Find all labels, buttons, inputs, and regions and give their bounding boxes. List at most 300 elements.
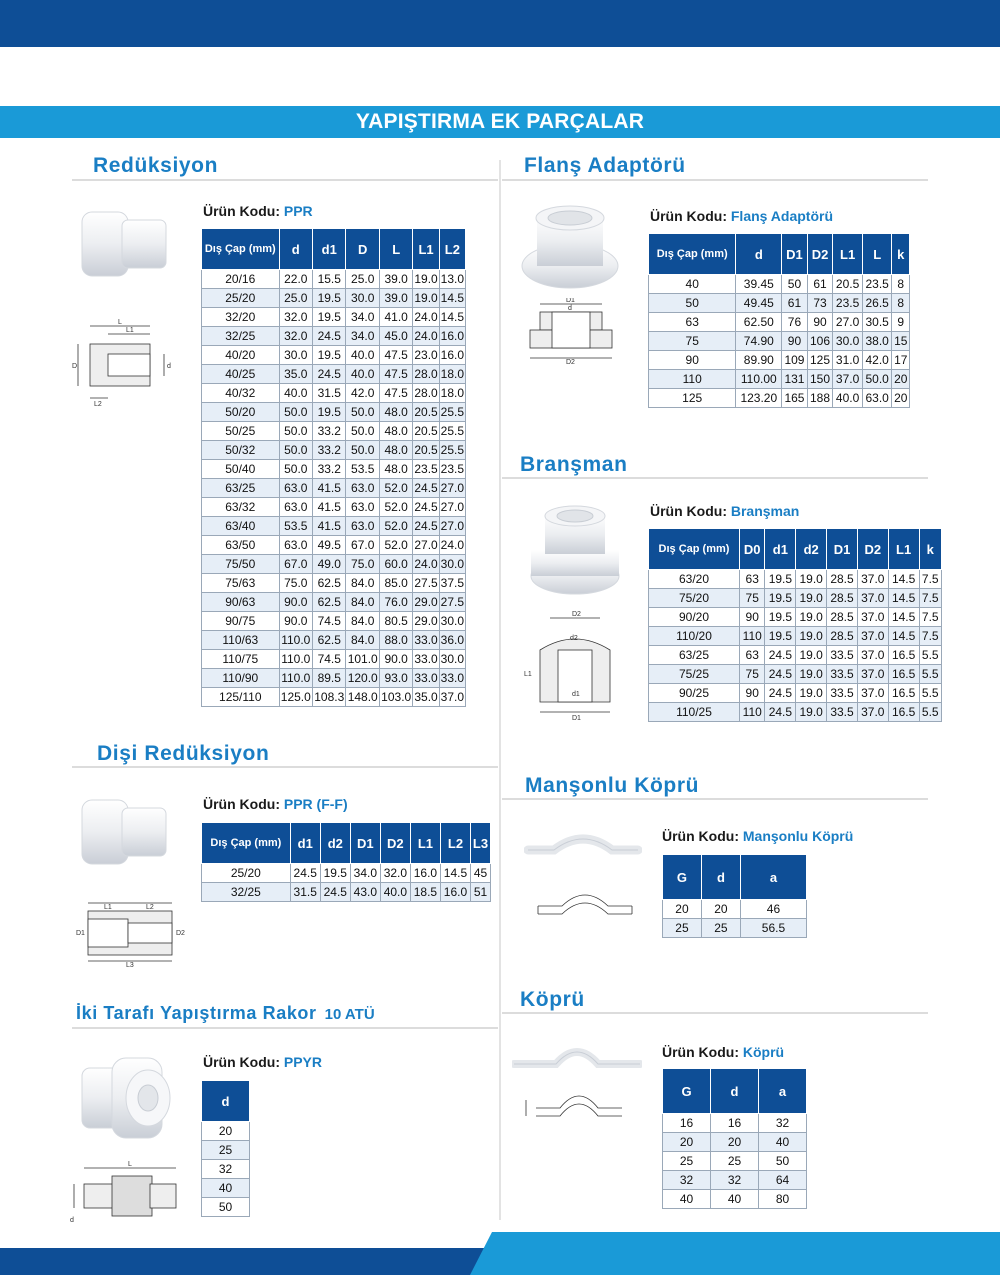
table-cell: 90.0 — [379, 650, 412, 669]
table-cell: 30.0 — [439, 612, 465, 631]
table-cell: 48.0 — [379, 441, 412, 460]
column-header: d — [701, 855, 740, 900]
svg-text:D2: D2 — [566, 359, 575, 366]
table-cell: 84.0 — [346, 612, 379, 631]
table-row — [649, 313, 910, 332]
table-cell: 19.5 — [313, 308, 346, 327]
table-row — [663, 919, 807, 938]
table-cell: 14.5 — [888, 570, 919, 589]
table-cell: 45.0 — [379, 327, 412, 346]
table-row — [202, 1141, 250, 1160]
table-cell: 37.0 — [857, 608, 888, 627]
table-cell: 125.0 — [279, 688, 312, 707]
column-header: L2 — [440, 823, 470, 864]
section-rule — [72, 179, 498, 181]
table-cell: 28.5 — [827, 589, 858, 608]
table-cell: 125 — [807, 351, 833, 370]
table-cell: 15 — [892, 332, 910, 351]
table-cell: 125 — [649, 389, 736, 408]
table-row — [202, 1160, 250, 1179]
table-cell: 50.0 — [346, 403, 379, 422]
table-cell: 31.0 — [833, 351, 863, 370]
table-cell: 67.0 — [346, 536, 379, 555]
table-cell: 33.5 — [827, 703, 858, 722]
top-header-bar — [0, 0, 1000, 47]
table-cell: 110/63 — [202, 631, 280, 650]
table-row — [649, 646, 942, 665]
table-row — [202, 1179, 250, 1198]
table-row — [202, 365, 466, 384]
table-cell: 23.5 — [833, 294, 863, 313]
table-cell: 7.5 — [919, 570, 941, 589]
table-cell: 52.0 — [379, 498, 412, 517]
table-cell: 30.0 — [439, 650, 465, 669]
table-cell: 19.5 — [765, 627, 796, 646]
table-cell: 76 — [782, 313, 808, 332]
table-cell: 33.5 — [827, 665, 858, 684]
table-row — [202, 479, 466, 498]
table-cell: 110.0 — [279, 650, 312, 669]
table-cell: 24.0 — [413, 308, 439, 327]
table-cell: 120.0 — [346, 669, 379, 688]
svg-text:D: D — [72, 363, 78, 370]
table-row — [202, 346, 466, 365]
table-cell: 148.0 — [346, 688, 379, 707]
table-cell: 32.0 — [380, 864, 410, 883]
table-cell: 24.5 — [765, 665, 796, 684]
table-cell: 18.0 — [439, 365, 465, 384]
table-row — [202, 289, 466, 308]
table-cell: 16.0 — [439, 327, 465, 346]
table-cell: 41.5 — [313, 517, 346, 536]
table-cell: 63/25 — [649, 646, 740, 665]
table-cell: 51 — [470, 883, 490, 902]
table-cell: 27.5 — [439, 593, 465, 612]
table-cell: 53.5 — [279, 517, 312, 536]
table-row — [202, 1122, 250, 1141]
table-cell: 30.0 — [279, 346, 312, 365]
table-cell: 80.5 — [379, 612, 412, 631]
flans-product-code: Ürün Kodu: Flanş Adaptörü — [650, 208, 834, 224]
table-cell: 90 — [739, 608, 764, 627]
table-cell: 24.0 — [413, 327, 439, 346]
table-cell: 90/20 — [649, 608, 740, 627]
table-cell: 16.5 — [888, 703, 919, 722]
table-cell: 16.0 — [439, 346, 465, 365]
svg-text:L3: L3 — [126, 962, 134, 967]
table-cell: 19.0 — [413, 270, 439, 289]
table-cell: 63.0 — [279, 479, 312, 498]
table-row — [202, 441, 466, 460]
table-row — [649, 294, 910, 313]
table-cell: 64 — [759, 1171, 807, 1190]
svg-text:D1: D1 — [572, 715, 581, 720]
column-header: a — [740, 855, 806, 900]
table-cell: 24.5 — [313, 365, 346, 384]
table-cell: 103.0 — [379, 688, 412, 707]
svg-text:L: L — [118, 319, 122, 326]
table-cell: 40/32 — [202, 384, 280, 403]
section-rule — [502, 1012, 928, 1014]
table-cell: 63 — [739, 570, 764, 589]
table-cell: 75/20 — [649, 589, 740, 608]
table-cell: 24.5 — [765, 646, 796, 665]
table-cell: 37.0 — [857, 570, 888, 589]
table-cell: 40 — [759, 1133, 807, 1152]
table-row — [202, 384, 466, 403]
table-cell: 90.0 — [279, 612, 312, 631]
table-cell: 27.0 — [413, 536, 439, 555]
table-cell: 90/75 — [202, 612, 280, 631]
table-row — [663, 1190, 807, 1209]
table-cell: 7.5 — [919, 608, 941, 627]
table-cell: 25 — [202, 1141, 250, 1160]
table-cell: 25 — [663, 1152, 711, 1171]
table-cell: 90/63 — [202, 593, 280, 612]
column-header: L1 — [410, 823, 440, 864]
table-cell: 62.5 — [313, 631, 346, 650]
table-row — [202, 650, 466, 669]
table-cell: 42.0 — [862, 351, 892, 370]
table-cell: 41.0 — [379, 308, 412, 327]
table-cell: 24.5 — [765, 703, 796, 722]
table-cell: 110.00 — [736, 370, 782, 389]
table-cell: 19.5 — [313, 403, 346, 422]
table-cell: 41.5 — [313, 498, 346, 517]
section-title-disi-reduksiyon: Dişi Redüksiyon — [97, 742, 270, 765]
table-cell: 37.0 — [439, 688, 465, 707]
union-technical-drawing — [70, 1160, 190, 1226]
svg-text:L2: L2 — [94, 401, 102, 408]
table-row — [202, 864, 491, 883]
mansonlu-table — [662, 854, 807, 938]
table-cell: 8 — [892, 294, 910, 313]
table-row — [202, 612, 466, 631]
table-cell: 74.90 — [736, 332, 782, 351]
table-cell: 75 — [739, 665, 764, 684]
table-cell: 25 — [701, 919, 740, 938]
table-cell: 20.5 — [413, 441, 439, 460]
flange-adapter-image — [515, 202, 625, 294]
table-cell: 27.0 — [439, 498, 465, 517]
table-cell: 40/25 — [202, 365, 280, 384]
table-cell: 90/25 — [649, 684, 740, 703]
table-cell: 74.5 — [313, 612, 346, 631]
table-cell: 50.0 — [346, 422, 379, 441]
table-cell: 49.0 — [313, 555, 346, 574]
section-rule — [502, 477, 928, 479]
table-cell: 52.0 — [379, 536, 412, 555]
table-row — [649, 570, 942, 589]
table-cell: 34.0 — [346, 308, 379, 327]
bottom-footer-accent — [470, 1232, 1000, 1275]
table-cell: 50.0 — [862, 370, 892, 389]
table-cell: 23.0 — [413, 346, 439, 365]
table-row — [663, 1133, 807, 1152]
column-header: D0 — [739, 529, 764, 570]
table-cell: 34.0 — [346, 327, 379, 346]
svg-text:D2: D2 — [176, 930, 185, 937]
table-row — [649, 370, 910, 389]
table-cell: 16.0 — [440, 883, 470, 902]
svg-text:D2: D2 — [572, 611, 581, 618]
table-cell: 63.0 — [862, 389, 892, 408]
table-cell: 90 — [782, 332, 808, 351]
table-cell: 80 — [759, 1190, 807, 1209]
table-cell: 63.0 — [346, 517, 379, 536]
table-cell: 50/40 — [202, 460, 280, 479]
table-cell: 24.0 — [439, 536, 465, 555]
table-cell: 36.0 — [439, 631, 465, 650]
table-cell: 24.5 — [765, 684, 796, 703]
table-cell: 40.0 — [346, 346, 379, 365]
table-cell: 20 — [892, 370, 910, 389]
table-cell: 37.0 — [857, 703, 888, 722]
column-header: d1 — [290, 823, 320, 864]
table-cell: 50 — [649, 294, 736, 313]
table-cell: 19.0 — [796, 703, 827, 722]
table-cell: 33.0 — [413, 650, 439, 669]
table-cell: 16.5 — [888, 684, 919, 703]
table-cell: 46 — [740, 900, 806, 919]
table-row — [649, 275, 910, 294]
table-cell: 50/25 — [202, 422, 280, 441]
table-cell: 52.0 — [379, 517, 412, 536]
table-cell: 62.50 — [736, 313, 782, 332]
table-cell: 16 — [711, 1114, 759, 1133]
table-cell: 30.0 — [833, 332, 863, 351]
table-cell: 63/25 — [202, 479, 280, 498]
table-cell: 14.5 — [888, 627, 919, 646]
table-cell: 13.0 — [439, 270, 465, 289]
table-cell: 84.0 — [346, 631, 379, 650]
column-header: d2 — [320, 823, 350, 864]
svg-text:d2: d2 — [570, 635, 578, 642]
table-cell: 74.5 — [313, 650, 346, 669]
table-cell: 20/16 — [202, 270, 280, 289]
table-cell: 14.5 — [440, 864, 470, 883]
column-header: D2 — [380, 823, 410, 864]
table-cell: 110 — [649, 370, 736, 389]
table-cell: 123.20 — [736, 389, 782, 408]
table-cell: 37.5 — [439, 574, 465, 593]
table-cell: 45 — [470, 864, 490, 883]
table-cell: 33.0 — [439, 669, 465, 688]
table-cell: 75.0 — [346, 555, 379, 574]
table-cell: 48.0 — [379, 422, 412, 441]
table-cell: 110/75 — [202, 650, 280, 669]
table-cell: 16 — [663, 1114, 711, 1133]
column-header: d — [736, 234, 782, 275]
table-cell: 50.0 — [279, 422, 312, 441]
table-cell: 40.0 — [833, 389, 863, 408]
table-cell: 19.5 — [765, 608, 796, 627]
table-cell: 37.0 — [857, 589, 888, 608]
svg-text:d: d — [568, 305, 572, 312]
table-cell: 60.0 — [379, 555, 412, 574]
section-title-flans: Flanş Adaptörü — [524, 154, 686, 177]
table-cell: 110.0 — [279, 631, 312, 650]
table-cell: 48.0 — [379, 460, 412, 479]
table-cell: 28.5 — [827, 627, 858, 646]
table-cell: 19.5 — [765, 570, 796, 589]
table-cell: 15.5 — [313, 270, 346, 289]
column-divider — [499, 160, 501, 1220]
table-cell: 75 — [739, 589, 764, 608]
table-cell: 32.0 — [279, 327, 312, 346]
table-cell: 24.5 — [413, 498, 439, 517]
table-cell: 33.5 — [827, 646, 858, 665]
table-row — [649, 665, 942, 684]
column-header: d1 — [313, 229, 346, 270]
table-cell: 33.0 — [413, 669, 439, 688]
table-cell: 90 — [649, 351, 736, 370]
kopru-product-code: Ürün Kodu: Köprü — [662, 1044, 785, 1060]
table-cell: 25.0 — [279, 289, 312, 308]
table-cell: 50 — [782, 275, 808, 294]
svg-text:L: L — [128, 1161, 132, 1168]
table-cell: 108.3 — [313, 688, 346, 707]
table-cell: 67.0 — [279, 555, 312, 574]
table-cell: 25 — [711, 1152, 759, 1171]
table-cell: 32 — [202, 1160, 250, 1179]
svg-text:L1: L1 — [524, 671, 532, 678]
table-cell: 24.5 — [413, 479, 439, 498]
table-cell: 84.0 — [346, 574, 379, 593]
table-row — [663, 1171, 807, 1190]
svg-text:D1: D1 — [566, 298, 575, 304]
table-row — [202, 308, 466, 327]
table-row — [202, 270, 466, 289]
table-cell: 63.0 — [346, 479, 379, 498]
table-cell: 76.0 — [379, 593, 412, 612]
svg-text:L2: L2 — [146, 904, 154, 911]
table-cell: 35.0 — [279, 365, 312, 384]
table-cell: 23.5 — [862, 275, 892, 294]
svg-text:L1: L1 — [104, 904, 112, 911]
table-cell: 20 — [701, 900, 740, 919]
table-cell: 19.5 — [765, 589, 796, 608]
reduksiyon-product-code: Ürün Kodu: PPR — [203, 203, 313, 219]
column-header: L — [862, 234, 892, 275]
column-header: L2 — [439, 229, 465, 270]
table-cell: 40.0 — [380, 883, 410, 902]
table-cell: 84.0 — [346, 593, 379, 612]
table-row — [202, 1198, 250, 1217]
table-cell: 37.0 — [857, 684, 888, 703]
table-cell: 89.90 — [736, 351, 782, 370]
section-title-kopru: Köprü — [520, 988, 585, 1011]
table-row — [202, 460, 466, 479]
table-cell: 32/20 — [202, 308, 280, 327]
table-cell: 24.5 — [320, 883, 350, 902]
column-header: Dış Çap (mm) — [649, 234, 736, 275]
table-cell: 8 — [892, 275, 910, 294]
table-cell: 20 — [663, 900, 702, 919]
table-cell: 27.0 — [439, 517, 465, 536]
column-header: L1 — [888, 529, 919, 570]
table-cell: 29.0 — [413, 612, 439, 631]
table-cell: 39.0 — [379, 289, 412, 308]
table-cell: 24.5 — [290, 864, 320, 883]
table-cell: 90 — [807, 313, 833, 332]
table-cell: 63 — [739, 646, 764, 665]
table-cell: 63 — [649, 313, 736, 332]
table-cell: 31.5 — [313, 384, 346, 403]
section-rule — [72, 766, 498, 768]
table-cell: 63.0 — [279, 536, 312, 555]
table-cell: 24.5 — [313, 327, 346, 346]
table-cell: 33.2 — [313, 460, 346, 479]
table-cell: 33.2 — [313, 422, 346, 441]
table-cell: 20 — [892, 389, 910, 408]
table-cell: 75.0 — [279, 574, 312, 593]
table-cell: 16.5 — [888, 665, 919, 684]
table-cell: 110/90 — [202, 669, 280, 688]
table-cell: 37.0 — [857, 627, 888, 646]
table-row — [202, 403, 466, 422]
table-row — [202, 883, 491, 902]
table-cell: 28.0 — [413, 365, 439, 384]
table-cell: 24.5 — [413, 517, 439, 536]
table-cell: 20.5 — [413, 403, 439, 422]
table-row — [649, 608, 942, 627]
table-cell: 47.5 — [379, 346, 412, 365]
table-cell: 150 — [807, 370, 833, 389]
table-cell: 125/110 — [202, 688, 280, 707]
svg-text:d: d — [167, 363, 171, 370]
table-cell: 19.0 — [796, 684, 827, 703]
union-fitting-image — [76, 1048, 186, 1148]
table-cell: 73 — [807, 294, 833, 313]
table-cell: 5.5 — [919, 703, 941, 722]
flans-table — [648, 233, 910, 408]
table-cell: 50/32 — [202, 441, 280, 460]
disi-reduksiyon-product-code: Ürün Kodu: PPR (F-F) — [203, 796, 348, 812]
column-header: L1 — [833, 234, 863, 275]
column-header: G — [663, 1069, 711, 1114]
bransman-table — [648, 528, 942, 722]
table-row — [649, 684, 942, 703]
table-row — [649, 389, 910, 408]
table-row — [202, 688, 466, 707]
table-cell: 25.5 — [439, 422, 465, 441]
table-cell: 75/50 — [202, 555, 280, 574]
table-cell: 19.0 — [796, 627, 827, 646]
table-cell: 40 — [649, 275, 736, 294]
table-cell: 106 — [807, 332, 833, 351]
table-cell: 19.0 — [796, 570, 827, 589]
table-cell: 25.5 — [439, 403, 465, 422]
table-cell: 14.5 — [439, 308, 465, 327]
bridge-image — [512, 1036, 642, 1076]
table-cell: 42.0 — [346, 384, 379, 403]
table-cell: 40.0 — [346, 365, 379, 384]
table-cell: 14.5 — [888, 608, 919, 627]
table-cell: 9 — [892, 313, 910, 332]
table-cell: 30.0 — [346, 289, 379, 308]
table-cell: 110.0 — [279, 669, 312, 688]
section-title-mansonlu: Manşonlu Köprü — [525, 774, 700, 797]
column-header: D2 — [807, 234, 833, 275]
section-title-reduksiyon: Redüksiyon — [93, 154, 219, 177]
branch-technical-drawing — [520, 610, 630, 720]
table-cell: 23.5 — [439, 460, 465, 479]
table-row — [202, 422, 466, 441]
table-row — [649, 703, 942, 722]
table-cell: 27.0 — [439, 479, 465, 498]
table-cell: 63/32 — [202, 498, 280, 517]
